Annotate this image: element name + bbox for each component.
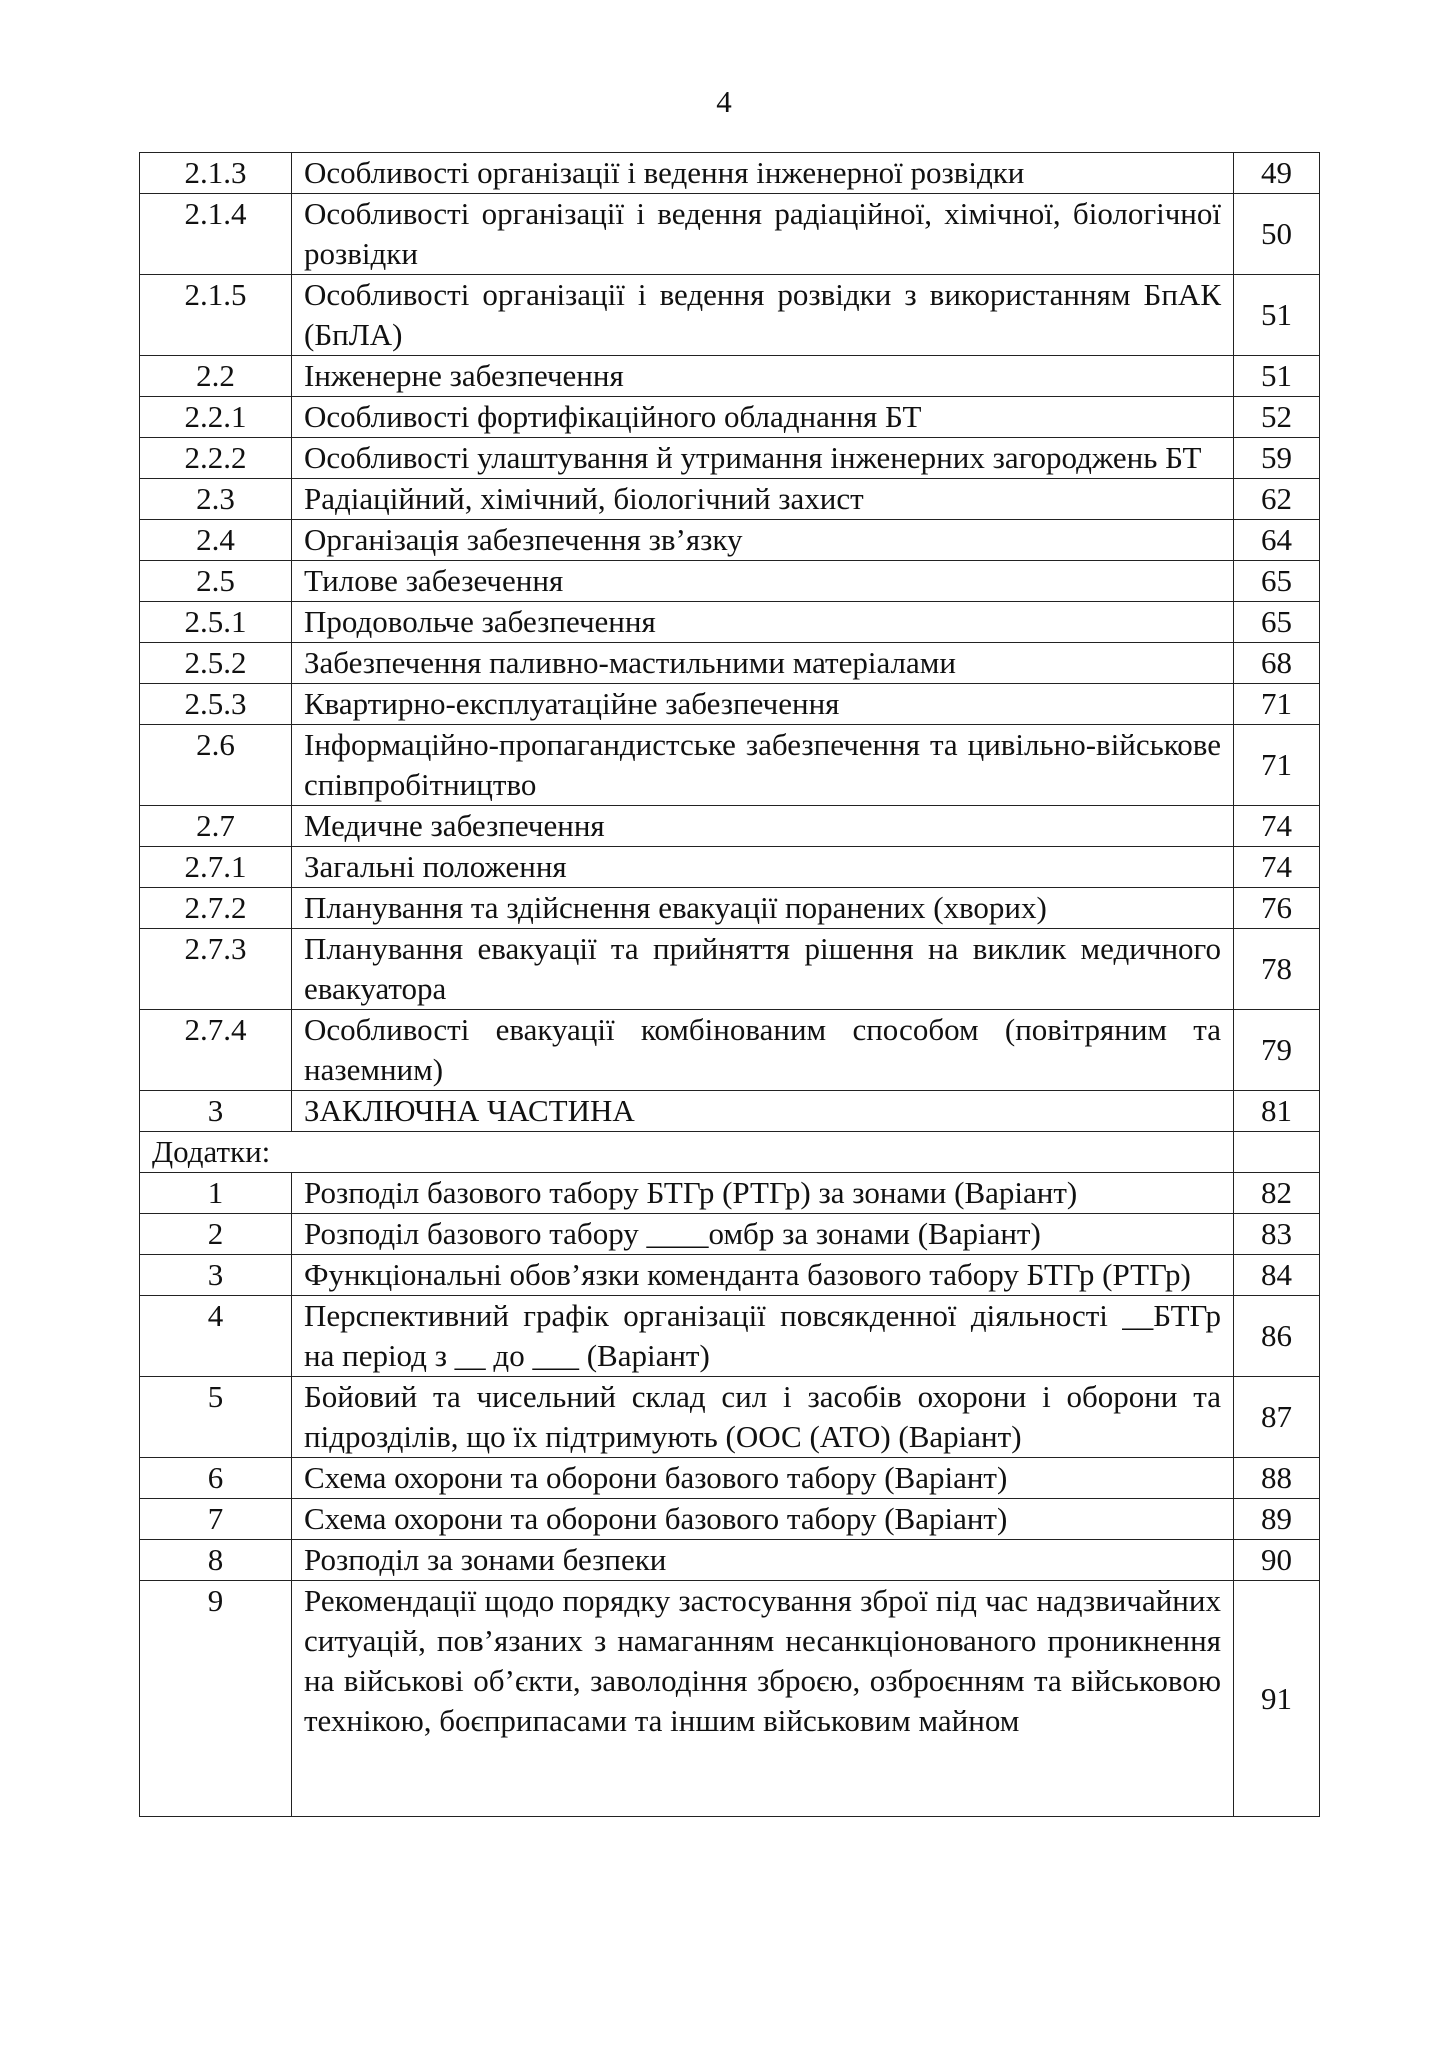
page-ref: 91 <box>1234 1581 1320 1817</box>
toc-row <box>140 847 1320 888</box>
toc-row <box>140 561 1320 602</box>
page-ref: 64 <box>1234 520 1320 561</box>
table-of-contents <box>139 152 1320 1817</box>
appendix-row <box>140 1296 1320 1377</box>
page-ref: 50 <box>1234 194 1320 275</box>
section-number: 2.5.3 <box>140 684 292 725</box>
toc-row <box>140 684 1320 725</box>
section-title: Загальні положення <box>292 847 1234 888</box>
page-ref: 84 <box>1234 1255 1320 1296</box>
appendix-number: 7 <box>140 1499 292 1540</box>
page-ref: 71 <box>1234 684 1320 725</box>
toc-row <box>140 929 1320 1010</box>
section-title: Особливості улаштування й утримання інженерних загороджень БТ <box>292 438 1234 479</box>
section-number: 2.7.2 <box>140 888 292 929</box>
toc-row <box>140 888 1320 929</box>
section-number: 2.7.1 <box>140 847 292 888</box>
toc-row <box>140 1010 1320 1091</box>
appendix-title: Схема охорони та оборони базового табору (Варіант) <box>292 1499 1234 1540</box>
section-title: Планування евакуації та прийняття рішення на виклик медичного евакуатора <box>292 929 1234 1010</box>
appendix-row <box>140 1377 1320 1458</box>
section-title: Особливості організації і ведення інженерної розвідки <box>292 153 1234 194</box>
section-title: Особливості фортифікаційного обладнання БТ <box>292 397 1234 438</box>
section-number: 2.5.2 <box>140 643 292 684</box>
appendix-title: Розподіл за зонами безпеки <box>292 1540 1234 1581</box>
section-number: 2.2.2 <box>140 438 292 479</box>
section-title: Особливості евакуації комбінованим способом (повітряним та наземним) <box>292 1010 1234 1091</box>
section-title: Організація забезпечення зв’язку <box>292 520 1234 561</box>
toc-row <box>140 725 1320 806</box>
appendix-row <box>140 1540 1320 1581</box>
appendix-title: Розподіл базового табору БТГр (РТГр) за зонами (Варіант) <box>292 1173 1234 1214</box>
page-ref: 87 <box>1234 1377 1320 1458</box>
section-title: ЗАКЛЮЧНА ЧАСТИНА <box>292 1091 1234 1132</box>
page-ref: 76 <box>1234 888 1320 929</box>
section-number: 2.5 <box>140 561 292 602</box>
toc-row <box>140 602 1320 643</box>
page-ref: 71 <box>1234 725 1320 806</box>
toc-row <box>140 643 1320 684</box>
toc-row <box>140 1091 1320 1132</box>
page-ref: 90 <box>1234 1540 1320 1581</box>
page-ref: 52 <box>1234 397 1320 438</box>
page-ref: 62 <box>1234 479 1320 520</box>
page-ref: 51 <box>1234 275 1320 356</box>
toc-row <box>140 520 1320 561</box>
appendix-title: Бойовий та чисельний склад сил і засобів охорони і оборони та підрозділів, що їх підтримують (ООС (АТО) (Варіант) <box>292 1377 1234 1458</box>
appendix-header-row <box>140 1132 1320 1173</box>
appendix-number: 2 <box>140 1214 292 1255</box>
page-ref: 59 <box>1234 438 1320 479</box>
appendix-title: Перспективний графік організації повсякденної діяльності __БТГр на період з __ до ___ (Варіант) <box>292 1296 1234 1377</box>
page-ref: 83 <box>1234 1214 1320 1255</box>
toc-row <box>140 153 1320 194</box>
appendix-row <box>140 1458 1320 1499</box>
section-number: 2.2 <box>140 356 292 397</box>
section-number: 2.1.4 <box>140 194 292 275</box>
page-ref: 74 <box>1234 806 1320 847</box>
toc-row <box>140 438 1320 479</box>
section-number: 2.1.5 <box>140 275 292 356</box>
appendix-number: 1 <box>140 1173 292 1214</box>
section-title: Інформаційно-пропагандистське забезпечення та цивільно-військове співпробітництво <box>292 725 1234 806</box>
toc-row <box>140 356 1320 397</box>
appendix-row <box>140 1255 1320 1296</box>
toc-row <box>140 806 1320 847</box>
toc-row <box>140 194 1320 275</box>
page-ref: 88 <box>1234 1458 1320 1499</box>
section-title: Особливості організації і ведення радіаційної, хімічної, біологічної розвідки <box>292 194 1234 275</box>
section-number: 3 <box>140 1091 292 1132</box>
appendix-number: 9 <box>140 1581 292 1817</box>
section-title: Продовольче забезпечення <box>292 602 1234 643</box>
page-ref: 82 <box>1234 1173 1320 1214</box>
page-ref: 51 <box>1234 356 1320 397</box>
appendix-row <box>140 1173 1320 1214</box>
page-ref: 89 <box>1234 1499 1320 1540</box>
empty-cell <box>1234 1132 1320 1173</box>
section-title: Тилове забезечення <box>292 561 1234 602</box>
toc-row <box>140 479 1320 520</box>
section-title: Забезпечення паливно-мастильними матеріалами <box>292 643 1234 684</box>
appendix-row <box>140 1581 1320 1817</box>
appendix-number: 4 <box>140 1296 292 1377</box>
section-number: 2.7 <box>140 806 292 847</box>
appendix-title: Рекомендації щодо порядку застосування зброї під час надзвичайних ситуацій, пов’язаних з намаганням несанкціонованого проникнення на військові об’єкти, заволодіння зброєю, озброєнням та військовою технікою, боєприпасами та іншим військовим майном <box>292 1581 1234 1817</box>
page-ref: 74 <box>1234 847 1320 888</box>
page-ref: 86 <box>1234 1296 1320 1377</box>
appendix-title: Функціональні обов’язки коменданта базового табору БТГр (РТГр) <box>292 1255 1234 1296</box>
section-title: Медичне забезпечення <box>292 806 1234 847</box>
section-number: 2.4 <box>140 520 292 561</box>
section-title: Особливості організації і ведення розвідки з використанням БпАК (БпЛА) <box>292 275 1234 356</box>
appendix-number: 3 <box>140 1255 292 1296</box>
section-number: 2.5.1 <box>140 602 292 643</box>
page-ref: 78 <box>1234 929 1320 1010</box>
appendix-row <box>140 1214 1320 1255</box>
appendix-number: 5 <box>140 1377 292 1458</box>
appendix-number: 8 <box>140 1540 292 1581</box>
section-number: 2.2.1 <box>140 397 292 438</box>
toc-row <box>140 275 1320 356</box>
page-ref: 65 <box>1234 561 1320 602</box>
section-number: 2.6 <box>140 725 292 806</box>
section-number: 2.3 <box>140 479 292 520</box>
appendix-number: 6 <box>140 1458 292 1499</box>
section-title: Радіаційний, хімічний, біологічний захист <box>292 479 1234 520</box>
appendix-row <box>140 1499 1320 1540</box>
page-ref: 79 <box>1234 1010 1320 1091</box>
section-title: Інженерне забезпечення <box>292 356 1234 397</box>
section-number: 2.7.4 <box>140 1010 292 1091</box>
page-ref: 81 <box>1234 1091 1320 1132</box>
section-number: 2.1.3 <box>140 153 292 194</box>
appendix-title: Розподіл базового табору ____омбр за зонами (Варіант) <box>292 1214 1234 1255</box>
appendix-title: Схема охорони та оборони базового табору (Варіант) <box>292 1458 1234 1499</box>
section-number: 2.7.3 <box>140 929 292 1010</box>
section-title: Планування та здійснення евакуації поранених (хворих) <box>292 888 1234 929</box>
page-ref: 68 <box>1234 643 1320 684</box>
section-title: Квартирно-експлуатаційне забезпечення <box>292 684 1234 725</box>
page-ref: 49 <box>1234 153 1320 194</box>
page-ref: 65 <box>1234 602 1320 643</box>
appendix-label: Додатки: <box>140 1132 1234 1173</box>
page-number: 4 <box>716 84 732 119</box>
toc-row <box>140 397 1320 438</box>
